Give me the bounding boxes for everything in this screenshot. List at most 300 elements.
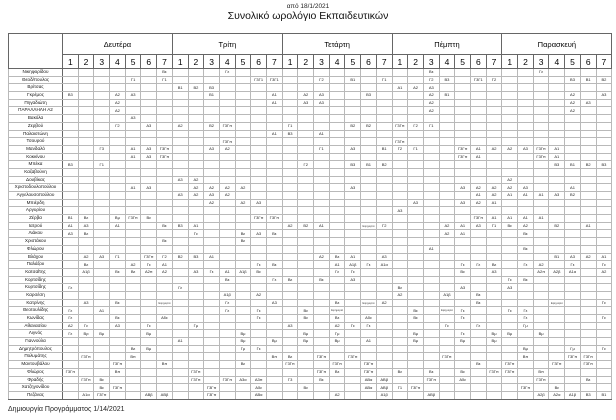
schedule-cell: Γ3Γπ [219, 122, 235, 130]
schedule-cell [157, 330, 173, 338]
schedule-cell [439, 245, 455, 253]
schedule-cell [345, 92, 361, 100]
schedule-cell [549, 276, 565, 284]
schedule-cell: Α1 [392, 84, 408, 92]
schedule-cell [314, 230, 330, 238]
schedule-cell: Γε [345, 268, 361, 276]
schedule-cell [282, 238, 298, 246]
schedule-cell [486, 115, 502, 123]
schedule-cell: Α2 [329, 322, 345, 330]
schedule-cell [282, 76, 298, 84]
schedule-cell: ΑΒα [361, 384, 377, 392]
teacher-row [9, 353, 612, 361]
schedule-cell: Γε [63, 315, 79, 323]
teacher-name: Αθανασίου [9, 322, 63, 330]
schedule-cell [110, 76, 126, 84]
schedule-cell [596, 99, 612, 107]
schedule-cell [345, 315, 361, 323]
schedule-cell [157, 376, 173, 384]
schedule-cell: Γε [533, 69, 549, 77]
schedule-cell: Βε [251, 268, 267, 276]
schedule-cell: Βπ [157, 361, 173, 369]
teacher-name: Μανδαλό [9, 145, 63, 153]
schedule-cell [172, 207, 188, 215]
schedule-cell [439, 361, 455, 369]
schedule-cell [596, 184, 612, 192]
schedule-cell [408, 184, 424, 192]
teacher-row [9, 99, 612, 107]
schedule-cell [471, 368, 487, 376]
teacher-name: Βλάχου [9, 253, 63, 261]
schedule-cell [565, 238, 581, 246]
schedule-cell [408, 291, 424, 299]
schedule-cell [298, 199, 314, 207]
schedule-cell [219, 107, 235, 115]
schedule-cell: Βπ [125, 353, 141, 361]
schedule-cell: Βε [125, 345, 141, 353]
schedule-cell: Α2 [565, 99, 581, 107]
schedule-cell [94, 69, 110, 77]
schedule-cell [78, 384, 94, 392]
schedule-cell [455, 361, 471, 369]
schedule-cell [172, 361, 188, 369]
schedule-cell [423, 345, 439, 353]
schedule-cell [282, 261, 298, 269]
schedule-cell [580, 84, 596, 92]
schedule-cell [251, 222, 267, 230]
schedule-cell [172, 199, 188, 207]
schedule-cell [235, 176, 251, 184]
schedule-cell [361, 99, 377, 107]
period-header: 2 [188, 55, 204, 69]
day-header: Παρασκευή [502, 34, 612, 55]
schedule-cell [423, 192, 439, 200]
schedule-cell: Α3 [63, 230, 79, 238]
schedule-cell [486, 345, 502, 353]
teacher-name: Δημητρόπουλος [9, 345, 63, 353]
teacher-row [9, 276, 612, 284]
schedule-cell [423, 230, 439, 238]
schedule-cell [549, 199, 565, 207]
schedule-cell: Γ1 [376, 76, 392, 84]
schedule-cell: Βε [471, 291, 487, 299]
schedule-cell [408, 69, 424, 77]
schedule-cell [125, 291, 141, 299]
schedule-cell: Β2 [596, 76, 612, 84]
schedule-cell [251, 276, 267, 284]
schedule-cell [172, 153, 188, 161]
schedule-cell [172, 161, 188, 169]
schedule-cell [518, 268, 534, 276]
schedule-cell [110, 245, 126, 253]
schedule-cell [376, 176, 392, 184]
schedule-cell [78, 138, 94, 146]
schedule-cell [204, 138, 220, 146]
schedule-cell [502, 238, 518, 246]
schedule-cell: Α3 [486, 268, 502, 276]
schedule-cell [376, 168, 392, 176]
schedule-cell [188, 330, 204, 338]
schedule-cell: Βε [157, 69, 173, 77]
schedule-cell: Α1 [549, 145, 565, 153]
schedule-cell [580, 207, 596, 215]
schedule-cell [125, 315, 141, 323]
schedule-cell [502, 107, 518, 115]
schedule-cell [486, 391, 502, 399]
schedule-cell: Γε [471, 261, 487, 269]
schedule-cell: Α3 [376, 253, 392, 261]
schedule-cell: Γε [172, 284, 188, 292]
schedule-cell: Α2 [298, 92, 314, 100]
schedule-cell [486, 253, 502, 261]
schedule-cell [518, 284, 534, 292]
schedule-cell: Α3 [141, 145, 157, 153]
schedule-cell: Β2 [376, 161, 392, 169]
schedule-cell [455, 384, 471, 392]
schedule-cell: Α2 [219, 145, 235, 153]
schedule-cell [408, 345, 424, 353]
schedule-cell [110, 115, 126, 123]
schedule-cell [125, 376, 141, 384]
schedule-cell: Α3 [518, 184, 534, 192]
schedule-cell [565, 291, 581, 299]
schedule-cell [345, 84, 361, 92]
schedule-cell [157, 107, 173, 115]
schedule-cell [298, 153, 314, 161]
schedule-cell [439, 199, 455, 207]
schedule-cell: Βμ [329, 338, 345, 346]
schedule-cell [204, 168, 220, 176]
schedule-cell [78, 315, 94, 323]
schedule-cell [204, 215, 220, 223]
schedule-cell [423, 299, 439, 307]
day-header: Δευτέρα [63, 34, 173, 55]
schedule-cell [596, 322, 612, 330]
teacher-row [9, 307, 612, 315]
schedule-cell [282, 207, 298, 215]
schedule-cell: Γ3Γπ [392, 138, 408, 146]
schedule-cell [188, 261, 204, 269]
schedule-cell: Α2 [423, 92, 439, 100]
schedule-cell [188, 315, 204, 323]
schedule-cell [266, 307, 282, 315]
schedule-cell [549, 69, 565, 77]
schedule-cell [282, 215, 298, 223]
schedule-cell: Βμ [141, 330, 157, 338]
schedule-cell: Α3 [565, 253, 581, 261]
schedule-cell: Γ3Γπ [219, 376, 235, 384]
schedule-cell: Α3 [94, 253, 110, 261]
schedule-cell: Α1 [580, 222, 596, 230]
schedule-cell [204, 245, 220, 253]
schedule-cell [565, 199, 581, 207]
schedule-cell [533, 76, 549, 84]
schedule-cell [580, 138, 596, 146]
schedule-cell: Α2 [188, 192, 204, 200]
schedule-cell: Β1 [439, 92, 455, 100]
schedule-cell [141, 368, 157, 376]
schedule-cell [423, 168, 439, 176]
schedule-cell: Α2 [471, 199, 487, 207]
schedule-cell [329, 245, 345, 253]
schedule-cell [345, 130, 361, 138]
period-header: 1 [392, 55, 408, 69]
schedule-cell [408, 230, 424, 238]
schedule-cell [596, 284, 612, 292]
schedule-cell [580, 291, 596, 299]
schedule-cell: Α1 [423, 245, 439, 253]
schedule-cell: Β1 [63, 215, 79, 223]
schedule-cell [204, 176, 220, 184]
schedule-cell: Γ3Γπ [110, 361, 126, 369]
schedule-cell [596, 215, 612, 223]
schedule-cell [282, 176, 298, 184]
schedule-cell [125, 207, 141, 215]
schedule-cell [251, 253, 267, 261]
schedule-cell [219, 345, 235, 353]
schedule-cell: Α3 [455, 199, 471, 207]
schedule-cell [408, 361, 424, 369]
schedule-cell: Βμ [486, 338, 502, 346]
schedule-cell [94, 245, 110, 253]
schedule-cell [235, 145, 251, 153]
schedule-cell [125, 276, 141, 284]
schedule-cell [141, 276, 157, 284]
schedule-cell [580, 145, 596, 153]
schedule-cell [157, 307, 173, 315]
schedule-cell: Α3 [266, 299, 282, 307]
schedule-cell [314, 115, 330, 123]
schedule-cell [266, 176, 282, 184]
schedule-cell [94, 92, 110, 100]
schedule-cell: Εφημερία [549, 299, 565, 307]
schedule-cell [455, 353, 471, 361]
schedule-cell [219, 368, 235, 376]
schedule-cell [314, 322, 330, 330]
schedule-cell: ΑΒβ [376, 376, 392, 384]
schedule-cell [266, 138, 282, 146]
schedule-cell [502, 153, 518, 161]
schedule-cell [219, 284, 235, 292]
schedule-cell [251, 368, 267, 376]
schedule-cell: Β1 [345, 76, 361, 84]
schedule-cell [63, 345, 79, 353]
schedule-cell [455, 207, 471, 215]
schedule-cell: Α3 [172, 176, 188, 184]
schedule-cell [125, 245, 141, 253]
schedule-cell [549, 107, 565, 115]
schedule-cell [314, 268, 330, 276]
period-header: 2 [518, 55, 534, 69]
schedule-cell [266, 207, 282, 215]
schedule-cell [408, 245, 424, 253]
schedule-cell [376, 215, 392, 223]
schedule-cell: Αδε [157, 315, 173, 323]
schedule-cell: Βε [314, 376, 330, 384]
schedule-cell [251, 322, 267, 330]
schedule-cell: Βμ [502, 330, 518, 338]
schedule-cell: Β2 [204, 122, 220, 130]
schedule-cell: Α2 [157, 268, 173, 276]
schedule-cell: Γμ [518, 322, 534, 330]
schedule-cell: Α2 [314, 253, 330, 261]
schedule-cell [266, 315, 282, 323]
schedule-cell [298, 291, 314, 299]
schedule-cell [345, 330, 361, 338]
teacher-name: Πηγαδιώτη [9, 99, 63, 107]
schedule-cell [361, 192, 377, 200]
day-header: Τρίτη [172, 34, 282, 55]
schedule-cell [110, 276, 126, 284]
schedule-cell: Γε [329, 268, 345, 276]
schedule-cell [314, 215, 330, 223]
schedule-cell [439, 345, 455, 353]
schedule-cell [125, 391, 141, 399]
schedule-cell [141, 291, 157, 299]
schedule-cell [439, 376, 455, 384]
period-header: 1 [172, 55, 188, 69]
schedule-cell [376, 122, 392, 130]
schedule-cell [219, 361, 235, 369]
schedule-cell [439, 130, 455, 138]
schedule-cell [235, 391, 251, 399]
schedule-cell: Γ3Γπ [580, 361, 596, 369]
schedule-cell: Γ2 [314, 76, 330, 84]
schedule-cell: Α2 [251, 291, 267, 299]
schedule-cell [408, 130, 424, 138]
schedule-cell: Α1 [533, 215, 549, 223]
schedule-cell [345, 307, 361, 315]
schedule-cell [549, 76, 565, 84]
schedule-cell: Α3 [110, 322, 126, 330]
schedule-cell [596, 361, 612, 369]
schedule-cell [314, 168, 330, 176]
schedule-cell [172, 238, 188, 246]
schedule-cell [376, 276, 392, 284]
schedule-cell: Γ2 [408, 122, 424, 130]
schedule-cell [219, 230, 235, 238]
schedule-cell [345, 207, 361, 215]
schedule-cell [141, 176, 157, 184]
schedule-cell: Α2 [486, 145, 502, 153]
schedule-cell [251, 153, 267, 161]
schedule-cell: Α3 [455, 184, 471, 192]
schedule-cell: Α2 [63, 322, 79, 330]
schedule-cell [486, 130, 502, 138]
schedule-cell [565, 338, 581, 346]
schedule-cell [392, 176, 408, 184]
teacher-row [9, 138, 612, 146]
schedule-cell [94, 299, 110, 307]
schedule-cell [235, 322, 251, 330]
schedule-cell: Γε [63, 284, 79, 292]
schedule-cell: Β1 [565, 161, 581, 169]
schedule-cell [376, 92, 392, 100]
schedule-cell: Εφημερία [329, 307, 345, 315]
schedule-cell [266, 268, 282, 276]
schedule-cell [157, 92, 173, 100]
schedule-cell [361, 153, 377, 161]
schedule-cell [125, 161, 141, 169]
schedule-cell [94, 99, 110, 107]
schedule-cell [392, 376, 408, 384]
schedule-cell [251, 99, 267, 107]
schedule-cell [408, 115, 424, 123]
schedule-cell: Α3 [314, 99, 330, 107]
schedule-cell [423, 361, 439, 369]
schedule-cell [125, 230, 141, 238]
schedule-cell: Α3 [125, 115, 141, 123]
schedule-cell: Αδε [455, 376, 471, 384]
schedule-cell [110, 199, 126, 207]
schedule-cell [392, 276, 408, 284]
schedule-cell [408, 268, 424, 276]
schedule-cell [471, 69, 487, 77]
schedule-cell [392, 338, 408, 346]
schedule-cell [423, 261, 439, 269]
schedule-cell [533, 253, 549, 261]
schedule-cell: Γε [455, 307, 471, 315]
schedule-cell [125, 330, 141, 338]
schedule-cell [361, 215, 377, 223]
schedule-cell [392, 192, 408, 200]
schedule-cell: ΑΒα [361, 376, 377, 384]
schedule-cell [141, 238, 157, 246]
schedule-cell [63, 391, 79, 399]
schedule-cell: Γε [518, 315, 534, 323]
schedule-cell [141, 299, 157, 307]
schedule-cell [298, 76, 314, 84]
schedule-cell [361, 145, 377, 153]
schedule-cell [110, 69, 126, 77]
schedule-cell [455, 276, 471, 284]
schedule-cell: Γε [219, 299, 235, 307]
schedule-cell: Γ1 [125, 76, 141, 84]
schedule-cell [580, 307, 596, 315]
schedule-cell [455, 391, 471, 399]
schedule-cell [94, 276, 110, 284]
schedule-cell: Γε [361, 261, 377, 269]
schedule-cell: Α2β [549, 268, 565, 276]
schedule-cell [204, 130, 220, 138]
schedule-cell [282, 161, 298, 169]
schedule-cell [298, 215, 314, 223]
schedule-cell [204, 299, 220, 307]
schedule-cell [439, 122, 455, 130]
schedule-cell: Βε [329, 299, 345, 307]
schedule-cell [266, 245, 282, 253]
schedule-cell [219, 76, 235, 84]
schedule-cell [392, 268, 408, 276]
schedule-cell [518, 153, 534, 161]
schedule-cell [78, 168, 94, 176]
schedule-cell: Α3 [204, 192, 220, 200]
schedule-cell: Α1 [565, 184, 581, 192]
schedule-cell [282, 199, 298, 207]
schedule-cell [141, 192, 157, 200]
schedule-cell [376, 361, 392, 369]
schedule-cell [565, 245, 581, 253]
schedule-cell [502, 130, 518, 138]
schedule-cell: Β1 [580, 76, 596, 84]
schedule-cell [78, 192, 94, 200]
schedule-cell [251, 353, 267, 361]
teacher-name: Χριστοδουλοπούλου [9, 184, 63, 192]
schedule-cell [565, 276, 581, 284]
schedule-cell [172, 245, 188, 253]
period-header: 6 [141, 55, 157, 69]
schedule-cell [361, 184, 377, 192]
